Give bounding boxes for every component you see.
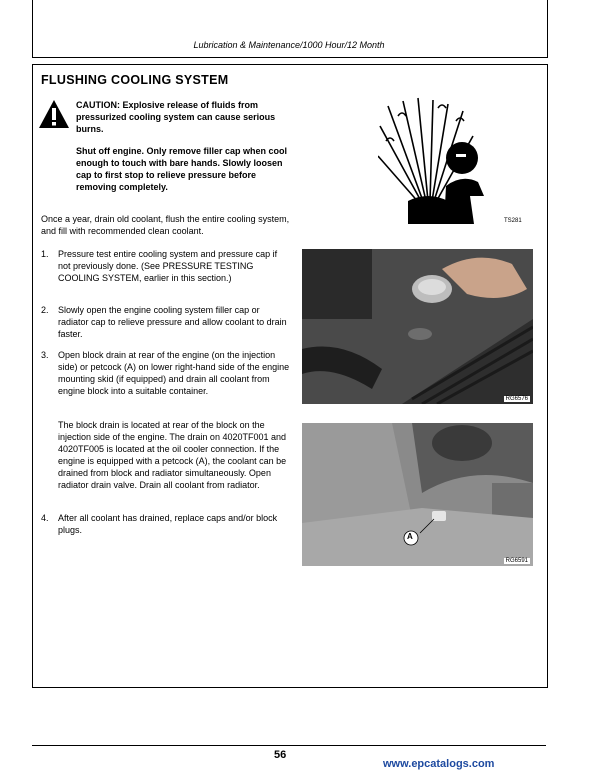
illustration-label: TS281 bbox=[504, 218, 522, 224]
step-2 bbox=[41, 304, 291, 340]
step-text: Slowly open the engine cooling system filler cap or radiator cap to relieve pressure and allow coolant to drain faster. bbox=[58, 305, 287, 339]
section-title: FLUSHING COOLING SYSTEM bbox=[41, 73, 229, 87]
caution-instructions: Shut off engine. Only remove filler cap when cool enough to touch with bare hands. Slowly loosen cap to first stop to relieve pressure before removing completely. bbox=[76, 146, 288, 192]
photo-label: RG6576 bbox=[505, 396, 528, 402]
step-4 bbox=[41, 512, 291, 536]
caution-statement: CAUTION: Explosive release of fluids from pressurized cooling system can cause serious burns. bbox=[76, 100, 276, 134]
photo-label: RG6591 bbox=[505, 558, 528, 564]
step-text: Open block drain at rear of the engine (on the injection side) or petcock (A) on lower right-hand side of the engine mounting skid (if equipped) and drain all coolant from engine block into a suitable container. bbox=[58, 350, 290, 396]
burn-hazard-illustration bbox=[378, 96, 518, 226]
page-number: 56 bbox=[274, 749, 287, 761]
step-number: 1. bbox=[41, 249, 49, 259]
footer-rule bbox=[32, 745, 546, 746]
drain-note: The block drain is located at rear of the block on the injection side of the engine. The drain on 4020TF001 and 4020TF005 is located at the oil cooler connection. If the engine is equipped with a petcock (A), the coolant can be drained from block and radiator simultaneously. Open radiator drain valve. Drain all coolant from radiator. bbox=[58, 420, 287, 490]
watermark-link[interactable]: www.epcatalogs.com bbox=[383, 758, 495, 770]
step-number: 4. bbox=[41, 513, 49, 523]
callout-label: A bbox=[407, 532, 413, 541]
step-3 bbox=[41, 349, 291, 397]
running-header: Lubrication & Maintenance/1000 Hour/12 Month bbox=[193, 40, 385, 50]
step-text: After all coolant has drained, replace caps and/or block plugs. bbox=[58, 513, 278, 535]
radiator-cap-photo bbox=[302, 249, 533, 404]
intro-paragraph: Once a year, drain old coolant, flush the entire cooling system, and fill with recommended clean coolant. bbox=[41, 214, 290, 236]
step-1 bbox=[41, 248, 291, 284]
step-number: 2. bbox=[41, 305, 49, 315]
step-text: Pressure test entire cooling system and pressure cap if not previously done. (See PRESSURE TESTING COOLING SYSTEM, earlier in this section.) bbox=[58, 249, 278, 283]
step-number: 3. bbox=[41, 350, 49, 360]
caution-block bbox=[76, 99, 291, 203]
block-drain-photo bbox=[302, 423, 533, 566]
warning-triangle-icon bbox=[38, 99, 70, 134]
